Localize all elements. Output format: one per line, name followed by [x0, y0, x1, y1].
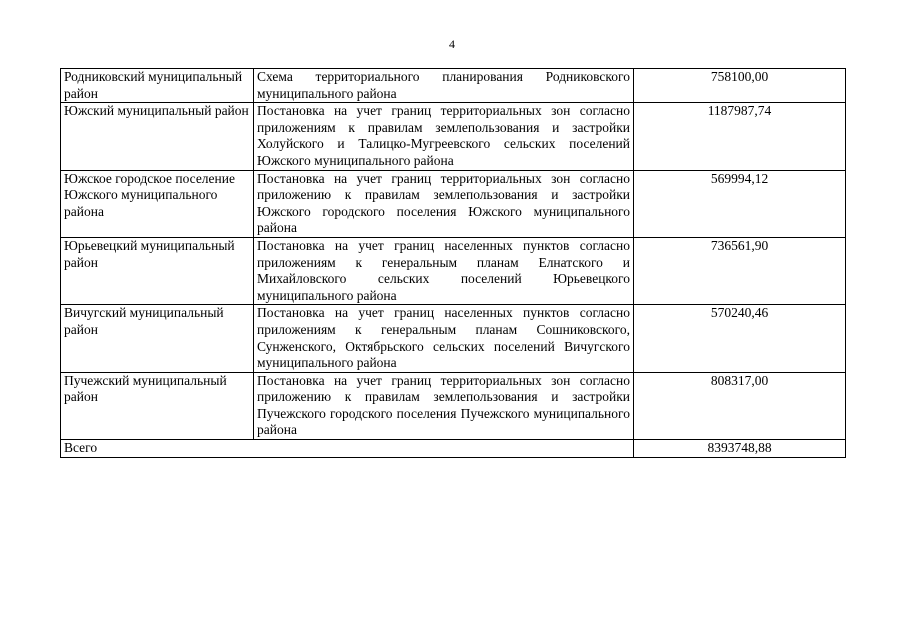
amount-cell: 569994,12	[634, 170, 846, 237]
district-cell: Юрьевецкий муниципальный район	[61, 237, 254, 304]
table-row	[61, 69, 846, 103]
amount-cell: 570240,46	[634, 305, 846, 372]
purpose-cell: Постановка на учет границ территориальных зон согласно приложениям к правилам землепользования и застройки Холуйского и Талицко-Мугреевского сельских поселений Южского муниципального района	[254, 103, 634, 170]
total-label: Всего	[61, 440, 634, 458]
purpose-cell: Постановка на учет границ населенных пунктов согласно приложениям к генеральным планам Сошниковского, Сунженского, Октябрьского сельских поселений Вичугского муниципального района	[254, 305, 634, 372]
table-row	[61, 103, 846, 170]
district-cell: Южское городское поселение Южского муниципального района	[61, 170, 254, 237]
district-cell: Вичугский муниципальный район	[61, 305, 254, 372]
purpose-cell: Постановка на учет границ территориальных зон согласно приложению к правилам землепользования и застройки Пучежского городского поселения Пучежского муниципального района	[254, 372, 634, 439]
amount-cell: 736561,90	[634, 237, 846, 304]
amount-cell: 758100,00	[634, 69, 846, 103]
allocation-table	[60, 68, 846, 458]
district-cell: Южский муниципальный район	[61, 103, 254, 170]
district-cell: Пучежский муниципальный район	[61, 372, 254, 439]
page-number: 4	[449, 37, 455, 51]
total-row	[61, 440, 846, 458]
amount-cell: 808317,00	[634, 372, 846, 439]
table-row	[61, 305, 846, 372]
table-row	[61, 237, 846, 304]
table-row	[61, 372, 846, 439]
table-row	[61, 170, 846, 237]
district-cell: Родниковский муниципальный район	[61, 69, 254, 103]
amount-cell: 1187987,74	[634, 103, 846, 170]
purpose-cell: Постановка на учет границ населенных пунктов согласно приложениям к генеральным планам Елнатского и Михайловского сельских поселений Юрьевецкого муниципального района	[254, 237, 634, 304]
total-amount: 8393748,88	[634, 440, 846, 458]
purpose-cell: Постановка на учет границ территориальных зон согласно приложению к правилам землепользования и застройки Южского городского поселения Южского муниципального района	[254, 170, 634, 237]
purpose-cell: Схема территориального планирования Родниковского муниципального района	[254, 69, 634, 103]
